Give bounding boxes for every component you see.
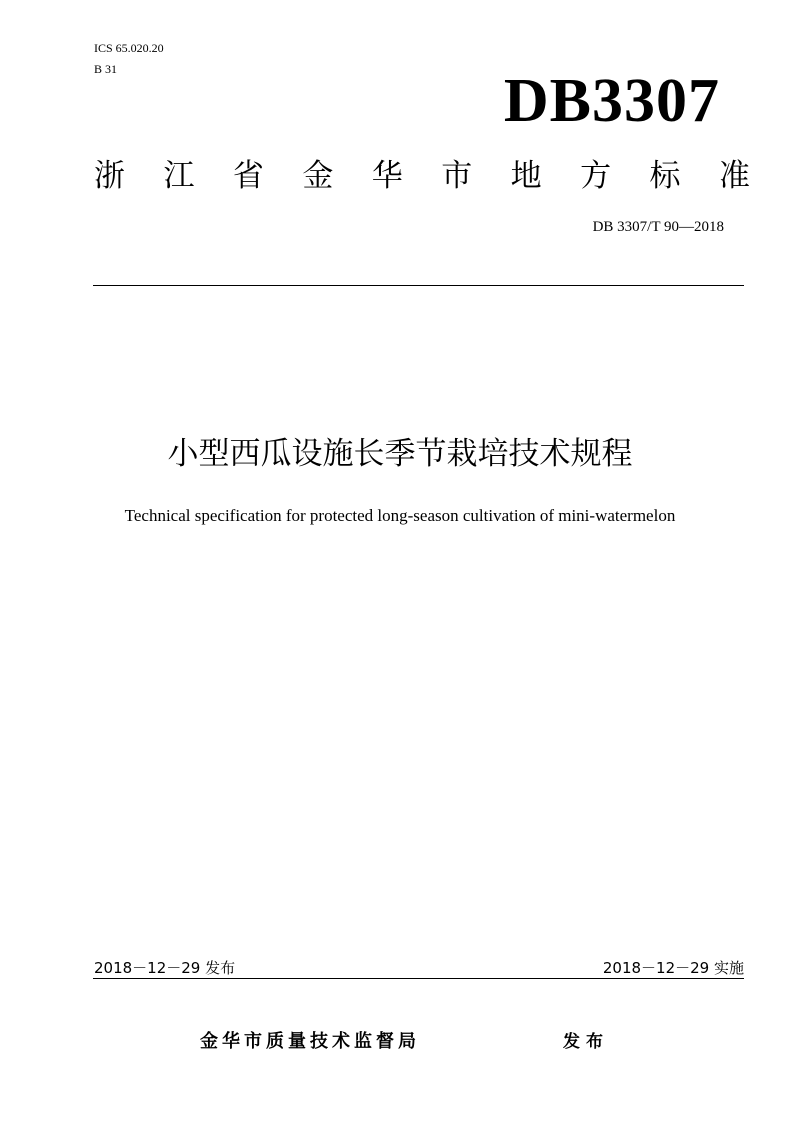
- date-divider: [93, 978, 744, 979]
- document-title-english: Technical specification for protected long-season cultivation of mini-watermelon: [124, 506, 676, 525]
- standard-type-char: 金: [302, 158, 334, 194]
- issuing-authority: 金华市质量技术监督局: [200, 1031, 420, 1052]
- standard-type-heading: [94, 154, 750, 198]
- standard-type-char: 方: [580, 158, 612, 194]
- standard-type-char: 江: [163, 158, 195, 194]
- standard-type-char: 准: [718, 158, 750, 194]
- classification-code: B 31: [94, 62, 118, 76]
- standard-type-char: 省: [232, 158, 264, 194]
- ics-code: ICS 65.020.20: [94, 41, 164, 55]
- standard-type-char: 浙: [94, 158, 125, 194]
- publish-date: 2018－12－29 发布: [94, 959, 236, 977]
- standard-number: DB 3307/T 90—2018: [592, 219, 724, 235]
- db-code-heading: DB3307: [503, 67, 720, 135]
- standard-type-char: 标: [649, 158, 681, 194]
- implementation-date: 2018－12－29 实施: [602, 959, 744, 977]
- standard-type-char: 地: [510, 158, 542, 194]
- document-title-chinese: 小型西瓜设施长季节栽培技术规程: [167, 436, 633, 472]
- standard-type-char: 华: [371, 158, 403, 194]
- header-divider: [93, 285, 744, 286]
- issue-label: 发布: [563, 1032, 609, 1052]
- standard-type-char: 市: [441, 158, 473, 194]
